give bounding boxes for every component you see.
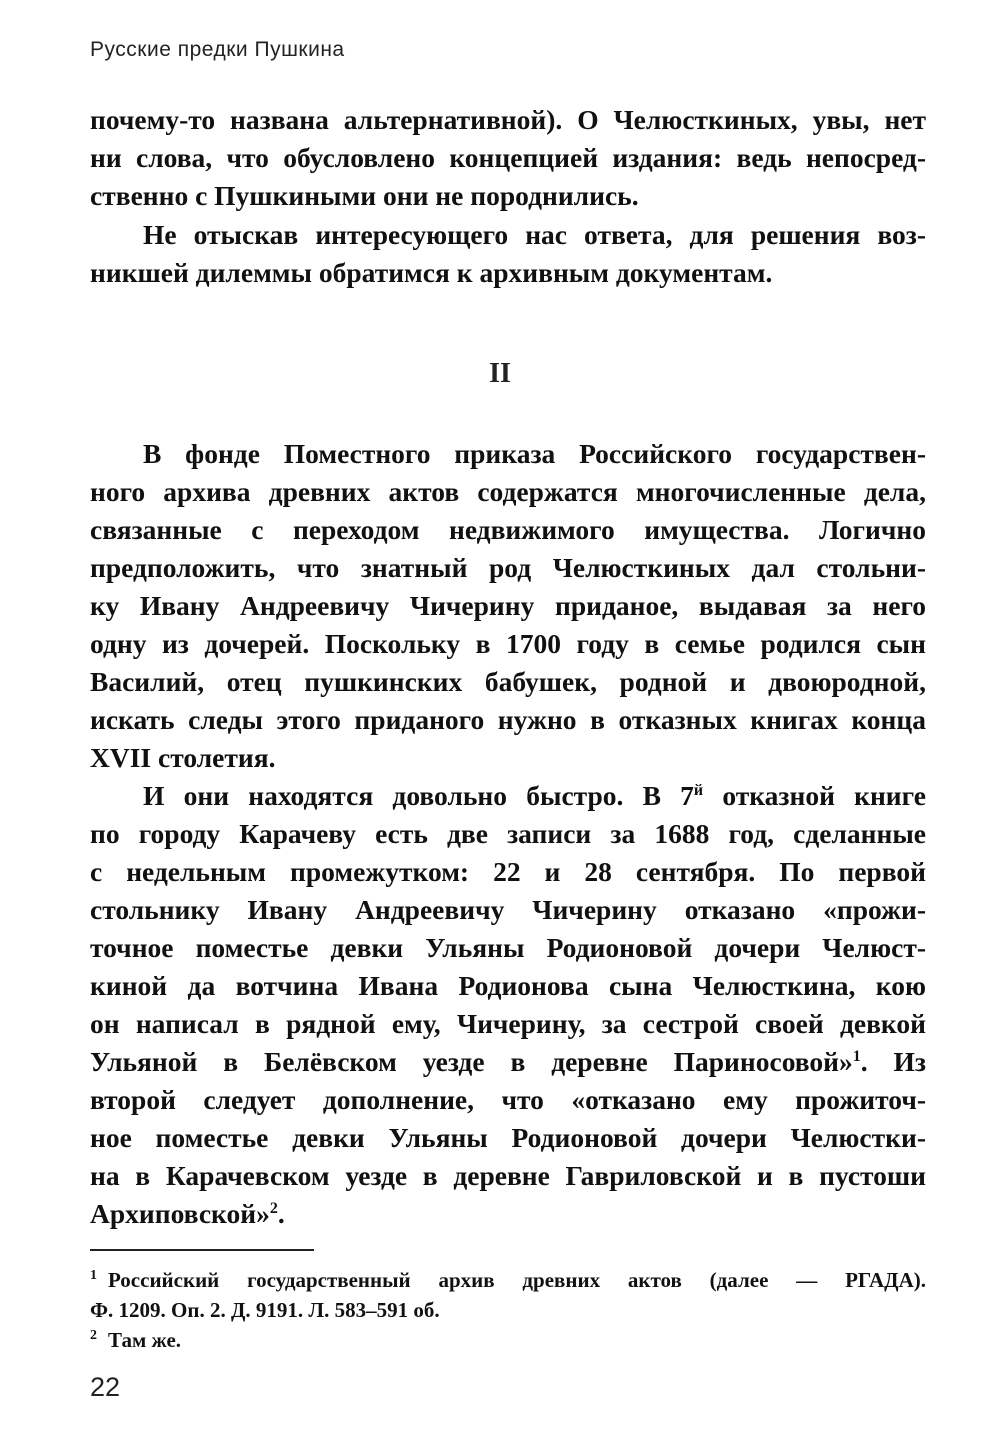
text-line [90,777,926,815]
text-line: второй следует дополнение, что «отказано ему прожиточ- [90,1084,926,1115]
text-line: он написал в рядной ему, Чичерину, за сестрой своей девкой [90,1008,926,1039]
footnote-ref[interactable]: 2 [269,1199,278,1217]
text-line: стольнику Ивану Андреевичу Чичерину отказано «прожи- [90,894,926,925]
footnote-2: 2 Там же. [90,1328,182,1352]
text-line: киной да вотчина Ивана Родионова сына Челюсткина, кою [90,970,926,1001]
footnotes [90,1265,926,1355]
text-fragment: Ульяной в Белёвском уезде в деревне Париносовой» [90,1046,853,1077]
text-line: связанные с переходом недвижимого имущества. Логично [90,514,926,545]
footnote-divider [90,1249,314,1251]
text-line: искать следы этого приданого нужно в отказных книгах конца [90,704,926,735]
text-fragment: . [277,1198,285,1229]
paragraph-continuation [90,101,926,215]
text-fragment: И они находятся довольно быстро. В 7 [143,780,694,811]
text-line: XVII столетия. [90,742,276,773]
text-fragment: Архиповской» [90,1198,270,1229]
footnote-1: 1 Российский государственный архив древних актов (далее — РГАДА). [90,1268,926,1292]
text-line [90,1195,926,1233]
footnote-ref[interactable]: 1 [852,1047,861,1065]
text-line: никшей дилеммы обратимся к архивным документам. [90,257,773,288]
text-line: ни слова, что обусловлено концепцией издания: ведь непосред- [90,142,926,173]
text-line: на в Карачевском уезде в деревне Гавриловской и в пустоши [90,1160,926,1191]
running-header: Русские предки Пушкина [90,38,345,61]
text-fragment: . Из [860,1046,926,1077]
section-number: II [489,358,511,389]
text-line: ное поместье девки Ульяны Родионовой дочери Челюстки- [90,1122,926,1153]
text-line: по городу Карачеву есть две записи за 1688 год, сделанные [90,818,926,849]
page-number: 22 [90,1372,121,1402]
text-line: ку Ивану Андреевичу Чичерину приданое, выдавая за него [90,590,926,621]
footnote-text: Там же. [108,1328,182,1352]
text-line: Не отыскав интересующего нас ответа, для решения воз- [143,219,926,250]
text-line: Василий, отец пушкинских бабушек, родной и двоюродной, [90,666,926,697]
ordinal-superscript: й [693,781,704,799]
text-line: ного архива древних актов содержатся многочисленные дела, [90,476,926,507]
paragraph [90,435,926,777]
paragraph [90,777,926,1233]
text-line [90,1043,926,1081]
paragraph [90,216,926,292]
text-fragment: отказной книге [703,780,926,811]
footnote-1-continued: Ф. 1209. Оп. 2. Д. 9191. Л. 583–591 об. [90,1298,440,1322]
text-line: одну из дочерей. Поскольку в 1700 году в семье родился сын [90,628,926,659]
text-line: В фонде Поместного приказа Российского государствен- [143,438,926,469]
text-line: с недельным промежутком: 22 и 28 сентября. По первой [90,856,926,887]
text-line: точное поместье девки Ульяны Родионовой дочери Челюст- [90,932,926,963]
footnote-text: Российский государственный архив древних актов (далее — РГАДА). [108,1268,926,1292]
text-line: почему-то названа альтернативной). О Челюсткиных, увы, нет [90,104,926,135]
text-line: предположить, что знатный род Челюсткиных дал стольни- [90,552,926,583]
text-line: ственно с Пушкиными они не породнились. [90,180,639,211]
